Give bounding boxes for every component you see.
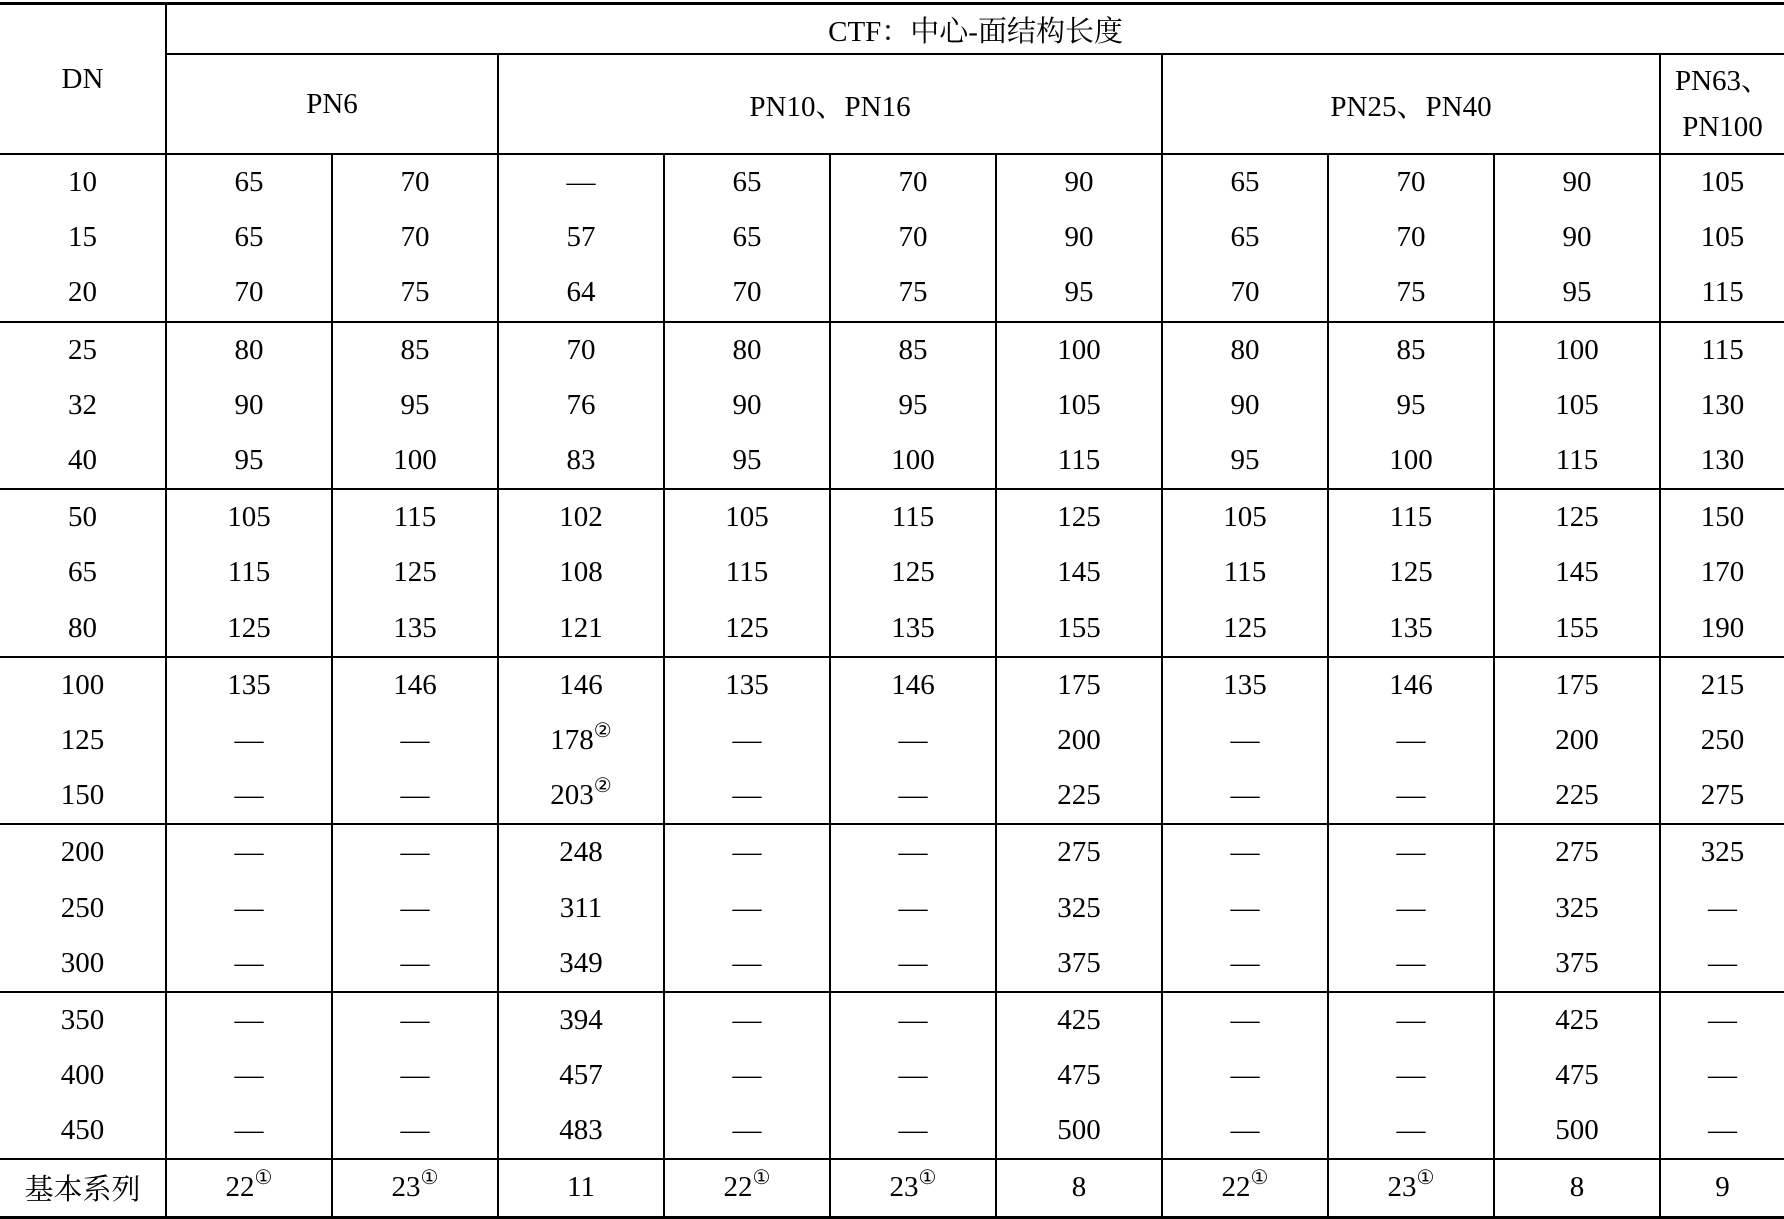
length-cell: 125	[166, 601, 332, 657]
length-cell: 175	[1494, 657, 1660, 713]
length-cell: —	[664, 880, 830, 935]
pn63-label: PN63、	[1674, 65, 1771, 97]
length-cell: 95	[166, 433, 332, 489]
length-cell: 394	[498, 992, 664, 1048]
length-cell: —	[664, 936, 830, 992]
length-cell: —	[1660, 880, 1784, 935]
length-cell: —	[498, 154, 664, 210]
table-row	[0, 265, 1784, 321]
length-cell: 105	[1494, 378, 1660, 433]
length-cell: 275	[996, 824, 1162, 880]
length-cell: —	[1162, 713, 1328, 768]
length-cell: 75	[332, 265, 498, 321]
length-cell: 65	[1162, 154, 1328, 210]
length-cell: 225	[996, 768, 1162, 824]
length-cell: 83	[498, 433, 664, 489]
length-cell: 105	[664, 489, 830, 545]
length-cell: 57	[498, 210, 664, 265]
length-cell: 135	[664, 657, 830, 713]
length-cell: —	[830, 713, 996, 768]
length-cell: 248	[498, 824, 664, 880]
length-cell: 130	[1660, 433, 1784, 489]
length-cell: —	[166, 936, 332, 992]
length-cell: —	[1162, 1103, 1328, 1159]
pn63-pn100-header	[1660, 54, 1784, 154]
length-cell: 135	[332, 601, 498, 657]
length-cell: 483	[498, 1103, 664, 1159]
dn-cell: 100	[0, 657, 166, 713]
dn-cell: 20	[68, 276, 97, 309]
length-cell: 500	[996, 1103, 1162, 1159]
length-cell: 145	[996, 545, 1162, 600]
length-cell: 349	[498, 936, 664, 992]
length-cell: 115	[830, 489, 996, 545]
length-cell: 70	[498, 322, 664, 378]
length-cell: 102	[498, 489, 664, 545]
length-cell: —	[1162, 1048, 1328, 1103]
length-cell: —	[1162, 992, 1328, 1048]
length-cell: 125	[1328, 545, 1494, 600]
dn-cell: 50	[0, 489, 166, 545]
length-cell: —	[332, 768, 498, 824]
length-cell: —	[830, 1048, 996, 1103]
length-cell: 95	[332, 378, 498, 433]
footnote-mark: ①	[1416, 1167, 1435, 1190]
length-cell: —	[664, 768, 830, 824]
length-cell: 70	[830, 210, 996, 265]
length-cell: 80	[166, 322, 332, 378]
length-cell: 115	[1660, 322, 1784, 378]
length-cell: 75	[1328, 265, 1494, 321]
footnote-mark: ①	[420, 1167, 439, 1190]
length-cell: —	[830, 824, 996, 880]
footnote-mark: ①	[1250, 1167, 1269, 1190]
length-cell: 105	[1660, 210, 1784, 265]
length-cell: —	[664, 713, 830, 768]
table-row	[0, 1048, 1784, 1103]
length-cell: 70	[166, 265, 332, 321]
dn-header: DN	[0, 4, 166, 155]
length-cell: 95	[1494, 265, 1660, 321]
table-row	[0, 992, 1784, 1048]
dn-cell: 10	[68, 166, 97, 199]
length-cell: 65	[1162, 210, 1328, 265]
dn-cell: 250	[60, 891, 105, 924]
length-cell: 85	[1328, 322, 1494, 378]
length-cell: —	[1660, 1048, 1784, 1103]
length-cell: —	[1328, 936, 1494, 992]
length-cell: 115	[1494, 433, 1660, 489]
ctf-header: CTF：中心-面结构长度	[166, 4, 1784, 55]
basic-series-label: 基本系列	[0, 1159, 166, 1217]
length-cell: —	[1660, 1103, 1784, 1159]
length-cell: 70	[332, 154, 498, 210]
length-cell: 175	[996, 657, 1162, 713]
length-cell: —	[332, 992, 498, 1048]
length-cell: —	[664, 1048, 830, 1103]
length-cell: 115	[996, 433, 1162, 489]
length-cell: 425	[996, 992, 1162, 1048]
length-cell: 203②	[498, 768, 664, 824]
length-cell: 70	[664, 265, 830, 321]
length-cell: 95	[996, 265, 1162, 321]
length-cell: —	[664, 1103, 830, 1159]
length-cell: 90	[1494, 210, 1660, 265]
table-row	[0, 657, 1784, 713]
dn-cell: 200	[0, 824, 166, 880]
length-cell: 135	[1162, 657, 1328, 713]
length-cell: 275	[1494, 824, 1660, 880]
ctf-dimension-table	[0, 2, 1784, 1219]
length-cell: 100	[332, 433, 498, 489]
length-cell: 125	[664, 601, 830, 657]
table-row	[0, 210, 1784, 265]
length-cell: —	[830, 768, 996, 824]
length-cell: 108	[498, 545, 664, 600]
length-cell: —	[166, 992, 332, 1048]
length-cell: 125	[996, 489, 1162, 545]
basic-series-cell: 22①	[166, 1159, 332, 1217]
length-cell: 375	[1494, 936, 1660, 992]
length-cell: 425	[1494, 992, 1660, 1048]
length-cell: 146	[830, 657, 996, 713]
length-cell: 65	[166, 210, 332, 265]
length-cell: —	[830, 880, 996, 935]
length-cell: 95	[1162, 433, 1328, 489]
length-cell: 70	[830, 154, 996, 210]
length-cell: 115	[1660, 265, 1784, 321]
table-row	[0, 1103, 1784, 1159]
length-cell: 100	[1328, 433, 1494, 489]
length-cell: 250	[1660, 713, 1784, 768]
table-row	[0, 936, 1784, 992]
length-cell: —	[1328, 713, 1494, 768]
length-cell: 85	[332, 322, 498, 378]
length-cell: —	[1162, 880, 1328, 935]
length-cell: 100	[1494, 322, 1660, 378]
pn10-pn16-header: PN10、PN16	[498, 54, 1162, 154]
length-cell: —	[830, 936, 996, 992]
table-row	[0, 154, 1784, 210]
dn-cell: 300	[60, 946, 105, 979]
basic-series-cell: 23①	[1328, 1159, 1494, 1217]
length-cell: 121	[498, 601, 664, 657]
length-cell: 130	[1660, 378, 1784, 433]
pn25-pn40-header: PN25、PN40	[1162, 54, 1660, 154]
length-cell: —	[1162, 768, 1328, 824]
length-cell: 64	[498, 265, 664, 321]
table-row	[0, 768, 1784, 824]
dn-cell: 400	[60, 1059, 105, 1092]
basic-series-cell: 8	[996, 1159, 1162, 1217]
basic-series-cell: 8	[1494, 1159, 1660, 1217]
length-cell: 146	[1328, 657, 1494, 713]
length-cell: 65	[166, 154, 332, 210]
length-cell: 65	[664, 210, 830, 265]
length-cell: 115	[1162, 545, 1328, 600]
length-cell: 90	[1162, 378, 1328, 433]
length-cell: 115	[166, 545, 332, 600]
length-cell: —	[1328, 768, 1494, 824]
dn-cell: 125	[60, 723, 105, 756]
length-cell: 125	[332, 545, 498, 600]
table-row	[0, 601, 1784, 657]
length-cell: 200	[1494, 713, 1660, 768]
length-cell: 95	[830, 378, 996, 433]
length-cell: 105	[1162, 489, 1328, 545]
pn6-header: PN6	[166, 54, 498, 154]
length-cell: 90	[996, 154, 1162, 210]
dn-cell: 350	[0, 992, 166, 1048]
length-cell: —	[664, 824, 830, 880]
length-cell: 375	[996, 936, 1162, 992]
length-cell: 475	[996, 1048, 1162, 1103]
dn-cell: 80	[68, 611, 97, 644]
length-cell: 115	[332, 489, 498, 545]
length-cell: 70	[332, 210, 498, 265]
length-cell: —	[166, 880, 332, 935]
pn100-label: PN100	[1682, 111, 1763, 143]
basic-series-cell: 11	[498, 1159, 664, 1217]
table-row	[0, 378, 1784, 433]
length-cell: 75	[830, 265, 996, 321]
length-cell: —	[332, 936, 498, 992]
length-cell: 70	[1328, 154, 1494, 210]
length-cell: 325	[996, 880, 1162, 935]
dn-cell: 32	[68, 388, 97, 421]
basic-series-cell: 23①	[332, 1159, 498, 1217]
table-row	[0, 880, 1784, 935]
length-cell: 125	[1162, 601, 1328, 657]
basic-series-cell: 23①	[830, 1159, 996, 1217]
length-cell: 65	[664, 154, 830, 210]
length-cell: 135	[1328, 601, 1494, 657]
table-row	[0, 824, 1784, 880]
length-cell: —	[332, 713, 498, 768]
length-cell: 115	[664, 545, 830, 600]
length-cell: 200	[996, 713, 1162, 768]
length-cell: 105	[1660, 154, 1784, 210]
length-cell: 100	[996, 322, 1162, 378]
dn-cell: 450	[60, 1114, 105, 1147]
length-cell: 457	[498, 1048, 664, 1103]
length-cell: —	[332, 824, 498, 880]
length-cell: 85	[830, 322, 996, 378]
length-cell: —	[1162, 824, 1328, 880]
dn-cell: 25	[0, 322, 166, 378]
length-cell: —	[166, 713, 332, 768]
length-cell: —	[332, 1103, 498, 1159]
length-cell: 146	[498, 657, 664, 713]
table-row	[0, 545, 1784, 600]
length-cell: 105	[996, 378, 1162, 433]
length-cell: —	[166, 768, 332, 824]
length-cell: 146	[332, 657, 498, 713]
length-cell: —	[1328, 880, 1494, 935]
length-cell: 76	[498, 378, 664, 433]
length-cell: —	[1328, 824, 1494, 880]
length-cell: —	[1660, 992, 1784, 1048]
dn-cell: 65	[68, 556, 97, 589]
footnote-mark: ①	[918, 1167, 937, 1190]
table-row	[0, 713, 1784, 768]
length-cell: 178②	[498, 713, 664, 768]
length-cell: 170	[1660, 545, 1784, 600]
length-cell: 325	[1660, 824, 1784, 880]
dn-cell: 40	[68, 444, 97, 477]
length-cell: 225	[1494, 768, 1660, 824]
length-cell: —	[830, 992, 996, 1048]
basic-series-cell: 22①	[1162, 1159, 1328, 1217]
dn-cell: 15	[68, 221, 97, 254]
length-cell: 275	[1660, 768, 1784, 824]
length-cell: 475	[1494, 1048, 1660, 1103]
length-cell: 95	[664, 433, 830, 489]
length-cell: 105	[166, 489, 332, 545]
footnote-mark: ②	[593, 775, 612, 798]
length-cell: 145	[1494, 545, 1660, 600]
length-cell: 325	[1494, 880, 1660, 935]
length-cell: —	[1328, 1103, 1494, 1159]
length-cell: 90	[166, 378, 332, 433]
length-cell: —	[166, 824, 332, 880]
length-cell: —	[1660, 936, 1784, 992]
basic-series-cell: 9	[1660, 1159, 1784, 1217]
length-cell: —	[664, 992, 830, 1048]
length-cell: 90	[1494, 154, 1660, 210]
length-cell: 80	[1162, 322, 1328, 378]
length-cell: 70	[1162, 265, 1328, 321]
length-cell: 100	[830, 433, 996, 489]
length-cell: 135	[830, 601, 996, 657]
length-cell: —	[166, 1103, 332, 1159]
length-cell: —	[1328, 1048, 1494, 1103]
length-cell: 115	[1328, 489, 1494, 545]
length-cell: 215	[1660, 657, 1784, 713]
length-cell: —	[332, 1048, 498, 1103]
footnote-mark: ②	[593, 719, 612, 742]
length-cell: 70	[1328, 210, 1494, 265]
length-cell: 150	[1660, 489, 1784, 545]
length-cell: 125	[1494, 489, 1660, 545]
length-cell: 80	[664, 322, 830, 378]
length-cell: 190	[1660, 601, 1784, 657]
length-cell: 500	[1494, 1103, 1660, 1159]
length-cell: 125	[830, 545, 996, 600]
length-cell: —	[830, 1103, 996, 1159]
basic-series-row	[0, 1159, 1784, 1217]
basic-series-cell: 22①	[664, 1159, 830, 1217]
length-cell: 155	[1494, 601, 1660, 657]
table-row	[0, 489, 1784, 545]
length-cell: 95	[1328, 378, 1494, 433]
length-cell: 155	[996, 601, 1162, 657]
length-cell: —	[1328, 992, 1494, 1048]
table-row	[0, 322, 1784, 378]
length-cell: 90	[664, 378, 830, 433]
table-row	[0, 433, 1784, 489]
dn-cell: 150	[60, 779, 105, 812]
length-cell: 90	[996, 210, 1162, 265]
length-cell: 135	[166, 657, 332, 713]
footnote-mark: ①	[254, 1167, 273, 1190]
length-cell: 311	[498, 880, 664, 935]
length-cell: —	[332, 880, 498, 935]
length-cell: —	[1162, 936, 1328, 992]
footnote-mark: ①	[752, 1167, 771, 1190]
length-cell: —	[166, 1048, 332, 1103]
